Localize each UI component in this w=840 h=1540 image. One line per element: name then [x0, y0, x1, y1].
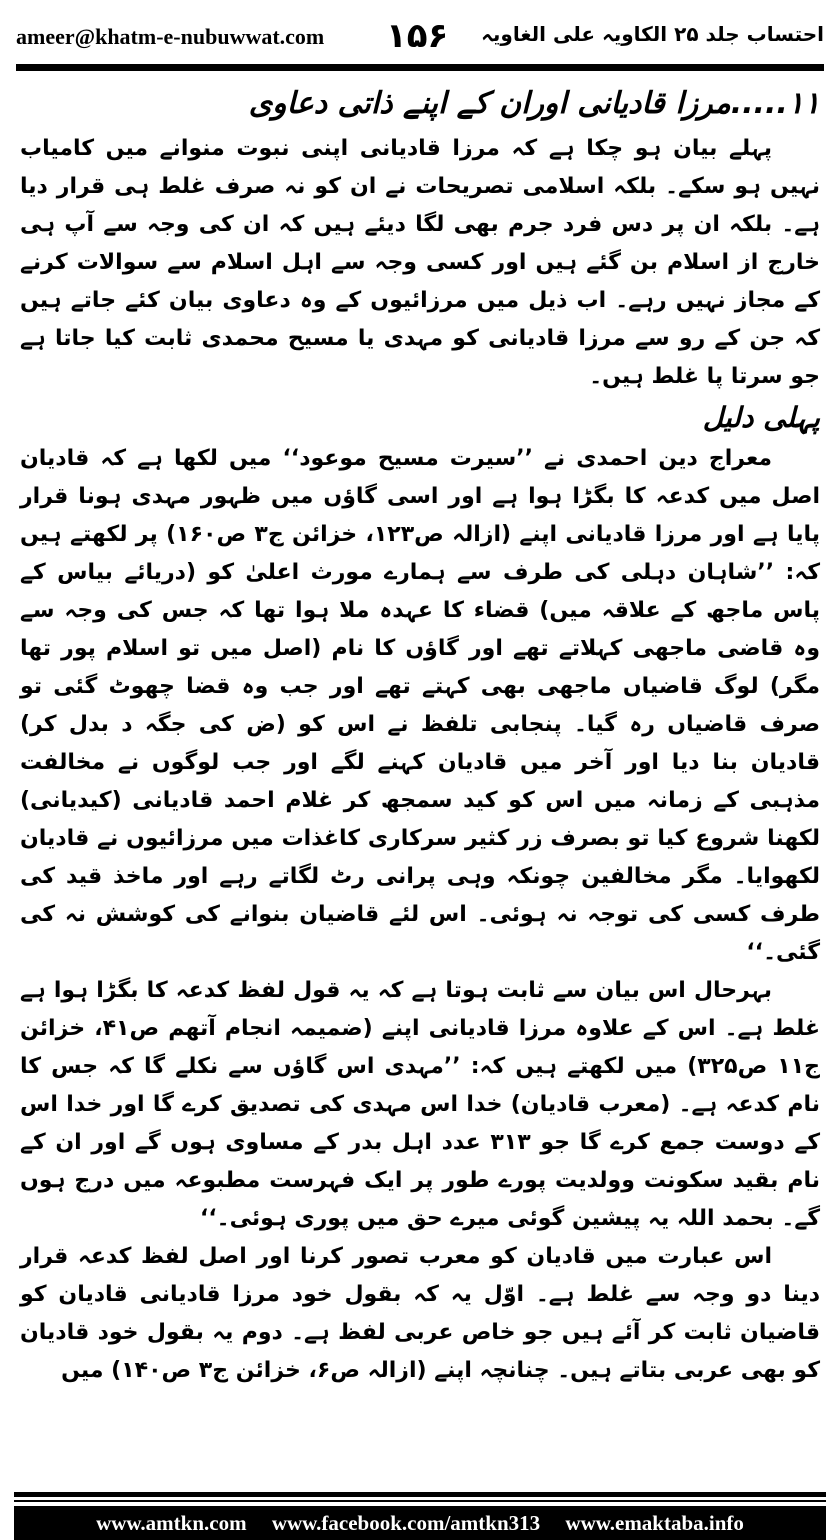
page-number: ۱۵۶: [386, 16, 449, 56]
header-email: ameer@khatm-e-nubuwwat.com: [16, 24, 325, 49]
running-title: احتساب جلد ۲۵ الکاویہ علی الغاویہ: [481, 22, 824, 46]
footer-link-amtkn: www.amtkn.com: [96, 1511, 247, 1535]
footer-link-facebook: www.facebook.com/amtkn313: [271, 1511, 541, 1535]
page-header: [16, 16, 824, 62]
footer-link-emaktaba: www.emaktaba.info: [565, 1511, 744, 1535]
paragraph-analysis: اس عبارت میں قادیان کو معرب تصور کرنا اور اصل لفظ کدعہ قرار دینا دو وجہ سے غلط ہے۔ اوّل یہ کہ بقول خود مرزا قادیانی قادیان کو قاضیان ثابت کر آئے ہیں جو خاص عربی لفظ ہے۔ دوم یہ بقول خود قادیان کو بھی عربی بتاتے ہیں۔ چنانچہ اپنے (ازالہ ص۶، خزائن ج۳ ص۱۴۰) میں: [20, 1244, 820, 1383]
page-footer: [14, 1506, 826, 1540]
paragraph-intro: پہلے بیان ہو چکا ہے کہ مرزا قادیانی اپنی نبوت منوانے میں کامیاب نہیں ہو سکے۔ بلکہ اسلامی تصریحات نے ان کو نہ صرف غلط ہی قرار دیا ہے۔ بلکہ ان پر دس فرد جرم بھی لگا دیئے ہیں کہ ان کی وجہ سے آپ ہی خارج از اسلام بن گئے ہیں اور کسی وجہ سے اہل اسلام سے سوالات کرنے کے مجاز نہیں رہے۔ اب ذیل میں مرزائیوں کے وہ دعاوی بیان کئے جاتے ہیں کہ جن کے رو سے مرزا قادیانی کو مہدی یا مسیح محمدی ثابت کیا جاتا ہے جو سرتا پا غلط ہیں۔: [20, 136, 820, 389]
sub-heading: پہلی دلیل: [702, 401, 820, 434]
header-rule: [16, 64, 824, 71]
page-body: [20, 78, 820, 1390]
paragraph-conclusion: بہرحال اس بیان سے ثابت ہوتا ہے کہ یہ قول لفظ کدعہ کا بگڑا ہوا ہے غلط ہے۔ اس کے علاوہ مرزا قادیانی اپنے (ضمیمہ انجام آتھم ص۴۱، خزائن ج۱۱ ص۳۲۵) میں لکھتے ہیں کہ: ’’مہدی اس گاؤں سے نکلے گا کہ جس کا نام کدعہ ہے۔ (معرب قادیان) خدا اس مہدی کی تصدیق کرے گا اور خدا اس کے دوست جمع کرے گا جو ۳۱۳ عدد اہل بدر کے مساوی ہوں گے اور ان کے نام بقید سکونت وولدیت پورے طور پر ایک فہرست مطبوعہ میں درج ہوں گے۔ بحمد اللہ یہ پیشین گوئی میرے حق میں پوری ہوئی۔‘‘: [20, 978, 821, 1231]
footer-rule: [14, 1492, 826, 1497]
paragraph-first-argument: معراج دین احمدی نے ’’سیرت مسیح موعود‘‘ میں لکھا ہے کہ قادیان اصل میں کدعہ کا بگڑا ہوا ہے اور اسی گاؤں میں ظہور مہدی ہونا قرار پایا ہے اور مرزا قادیانی اپنے (ازالہ ص۱۲۳، خزائن ج۳ ص۱۶۰) پر لکھتے ہیں کہ: ’’شاہان دہلی کی طرف سے ہمارے مورث اعلیٰ کو (دریائے بیاس کے پاس ماجھ کے علاقہ میں) قضاء کا عہدہ ملا ہوا تھا کہ جس کی وجہ سے وہ قاضی ماجھی کہلاتے تھے اور گاؤں کا نام (اصل میں تو اسلام پور تھا مگر) لوگ قاضیاں ماجھی بھی کہتے تھے اور جب وہ قضا چھوٹ گئی تو صرف قاضیاں رہ گیا۔ پنجابی تلفظ نے اس کو (ض کی جگہ د بدل کر) قادیان بنا دیا اور آخر میں قادیان کہنے لگے اور جب لوگوں نے مخالفت مذہبی کے زمانہ میں اس کو کید سمجھ کر غلام احمد قادیانی (کیدیانی) لکھنا شروع کیا تو بصرف زر کثیر سرکاری کاغذات میں مرزائیوں نے قادیان لکھوایا۔ مگر مخالفین چونکہ وہی پرانی رٹ لگاتے رہے اور ماخذ قید کی طرف کسی کی توجہ نہ ہوئی۔ اس لئے قاضیان بنوانے کی کوشش نہ کی گئی۔‘‘: [20, 446, 820, 965]
footer-rule-thin: [14, 1500, 826, 1502]
section-heading: ١١.....مرزا قادیانی اوران کے اپنے ذاتی دعاوی: [248, 86, 820, 121]
